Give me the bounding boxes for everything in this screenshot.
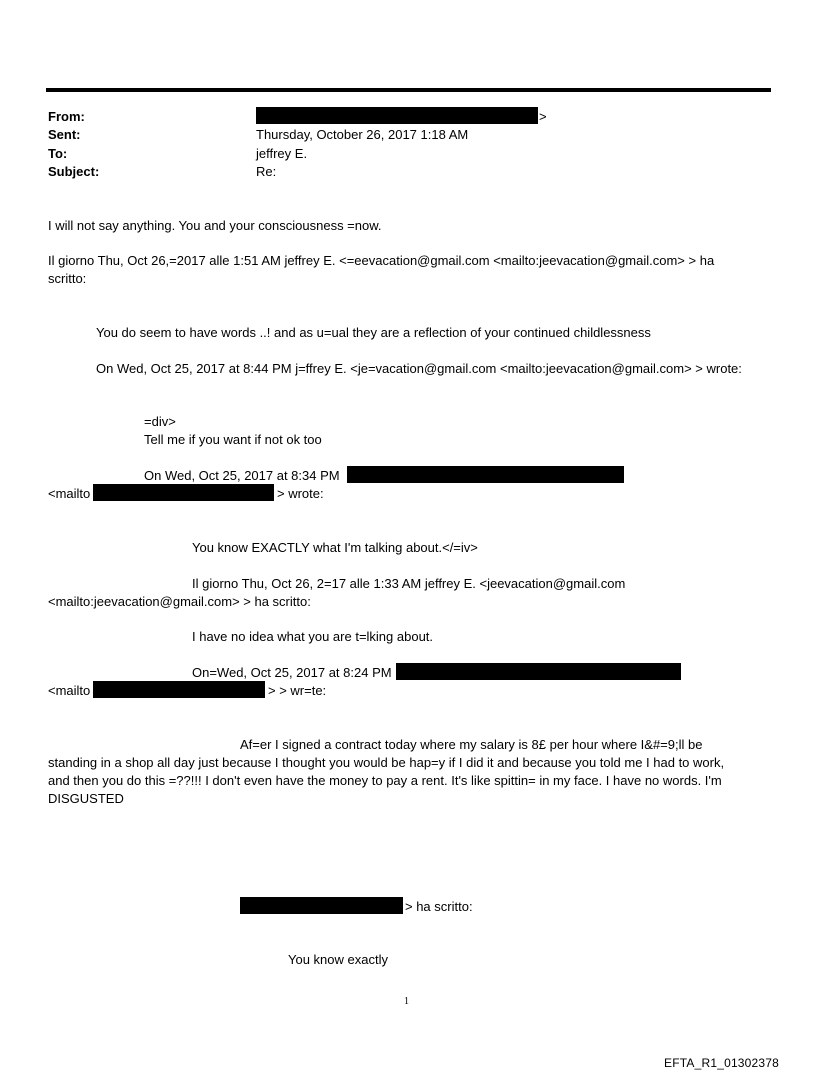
- quote2-attribution: On Wed, Oct 25, 2017 at 8:34 PM: [144, 468, 340, 483]
- quote5-line4: DISGUSTED: [48, 791, 124, 806]
- redacted-sender: [256, 107, 538, 124]
- quote1-intro-line1: Il giorno Thu, Oct 26,=2017 alle 1:51 AM jeffrey E. <=eevacation@gmail.com <mailto:jeevacation@gmail.com> > ha: [48, 253, 715, 268]
- quote2-mailto: <mailto: [48, 486, 91, 501]
- redacted-email: [93, 484, 274, 501]
- from-value-suffix: >: [539, 109, 547, 124]
- quote3-attribution-line1: Il giorno Thu, Oct 26, 2=17 alle 1:33 AM jeffrey E. <jeevacation@gmail.com: [192, 576, 626, 591]
- quote6-text: You know exactly: [288, 952, 388, 967]
- to-value: jeffrey E.: [256, 146, 308, 161]
- page-number: 1: [404, 996, 409, 1007]
- reply-line: I will not say anything. You and your consciousness =now.: [48, 218, 382, 233]
- quote4-text: I have no idea what you are t=lking about.: [192, 629, 434, 644]
- subject-label: Subject:: [48, 164, 100, 179]
- quote2-text: Tell me if you want if not ok too: [144, 432, 322, 447]
- header-rule: [46, 88, 771, 92]
- sent-label: Sent:: [48, 127, 81, 142]
- quote3-attribution-line2: <mailto:jeevacation@gmail.com> > ha scritto:: [48, 594, 311, 609]
- quote3-text: You know EXACTLY what I'm talking about.</=iv>: [192, 540, 478, 555]
- quote1-text: You do seem to have words ..! and as u=ual they are a reflection of your continued childlessness: [96, 325, 651, 340]
- to-label: To:: [48, 146, 68, 161]
- quote1-attribution: On Wed, Oct 25, 2017 at 8:44 PM j=ffrey E. <je=vacation@gmail.com <mailto:jeevacation@gmail.com> > wrote:: [96, 361, 742, 376]
- redacted-sender: [240, 897, 403, 914]
- quote4-mailto: <mailto: [48, 683, 91, 698]
- quote6-scritto: > ha scritto:: [405, 899, 473, 914]
- quote2-div-marker: =div>: [144, 414, 176, 429]
- sent-value: Thursday, October 26, 2017 1:18 AM: [256, 127, 469, 142]
- document-id: EFTA_R1_01302378: [664, 1056, 780, 1070]
- quote2-wrote: > wrote:: [277, 486, 324, 501]
- redacted-email: [93, 681, 265, 698]
- quote5-line2: standing in a shop all day just because I thought you would be hap=y if I did it and because you told me I had to work,: [48, 755, 725, 770]
- quote1-intro-line2: scritto:: [48, 271, 87, 286]
- quote4-attribution: On=Wed, Oct 25, 2017 at 8:24 PM: [192, 665, 392, 680]
- from-label: From:: [48, 109, 85, 124]
- redacted-sender: [396, 663, 681, 680]
- quote5-line3: and then you do this =??!!! I don't even have the money to pay a rent. It's like spittin= in my face. I have no words. I'm: [48, 773, 722, 788]
- redacted-sender: [347, 466, 624, 483]
- subject-value: Re:: [256, 164, 277, 179]
- quote5-line1: Af=er I signed a contract today where my salary is 8£ per hour where I&#=9;ll be: [240, 737, 703, 752]
- quote4-wrote: > > wr=te:: [268, 683, 327, 698]
